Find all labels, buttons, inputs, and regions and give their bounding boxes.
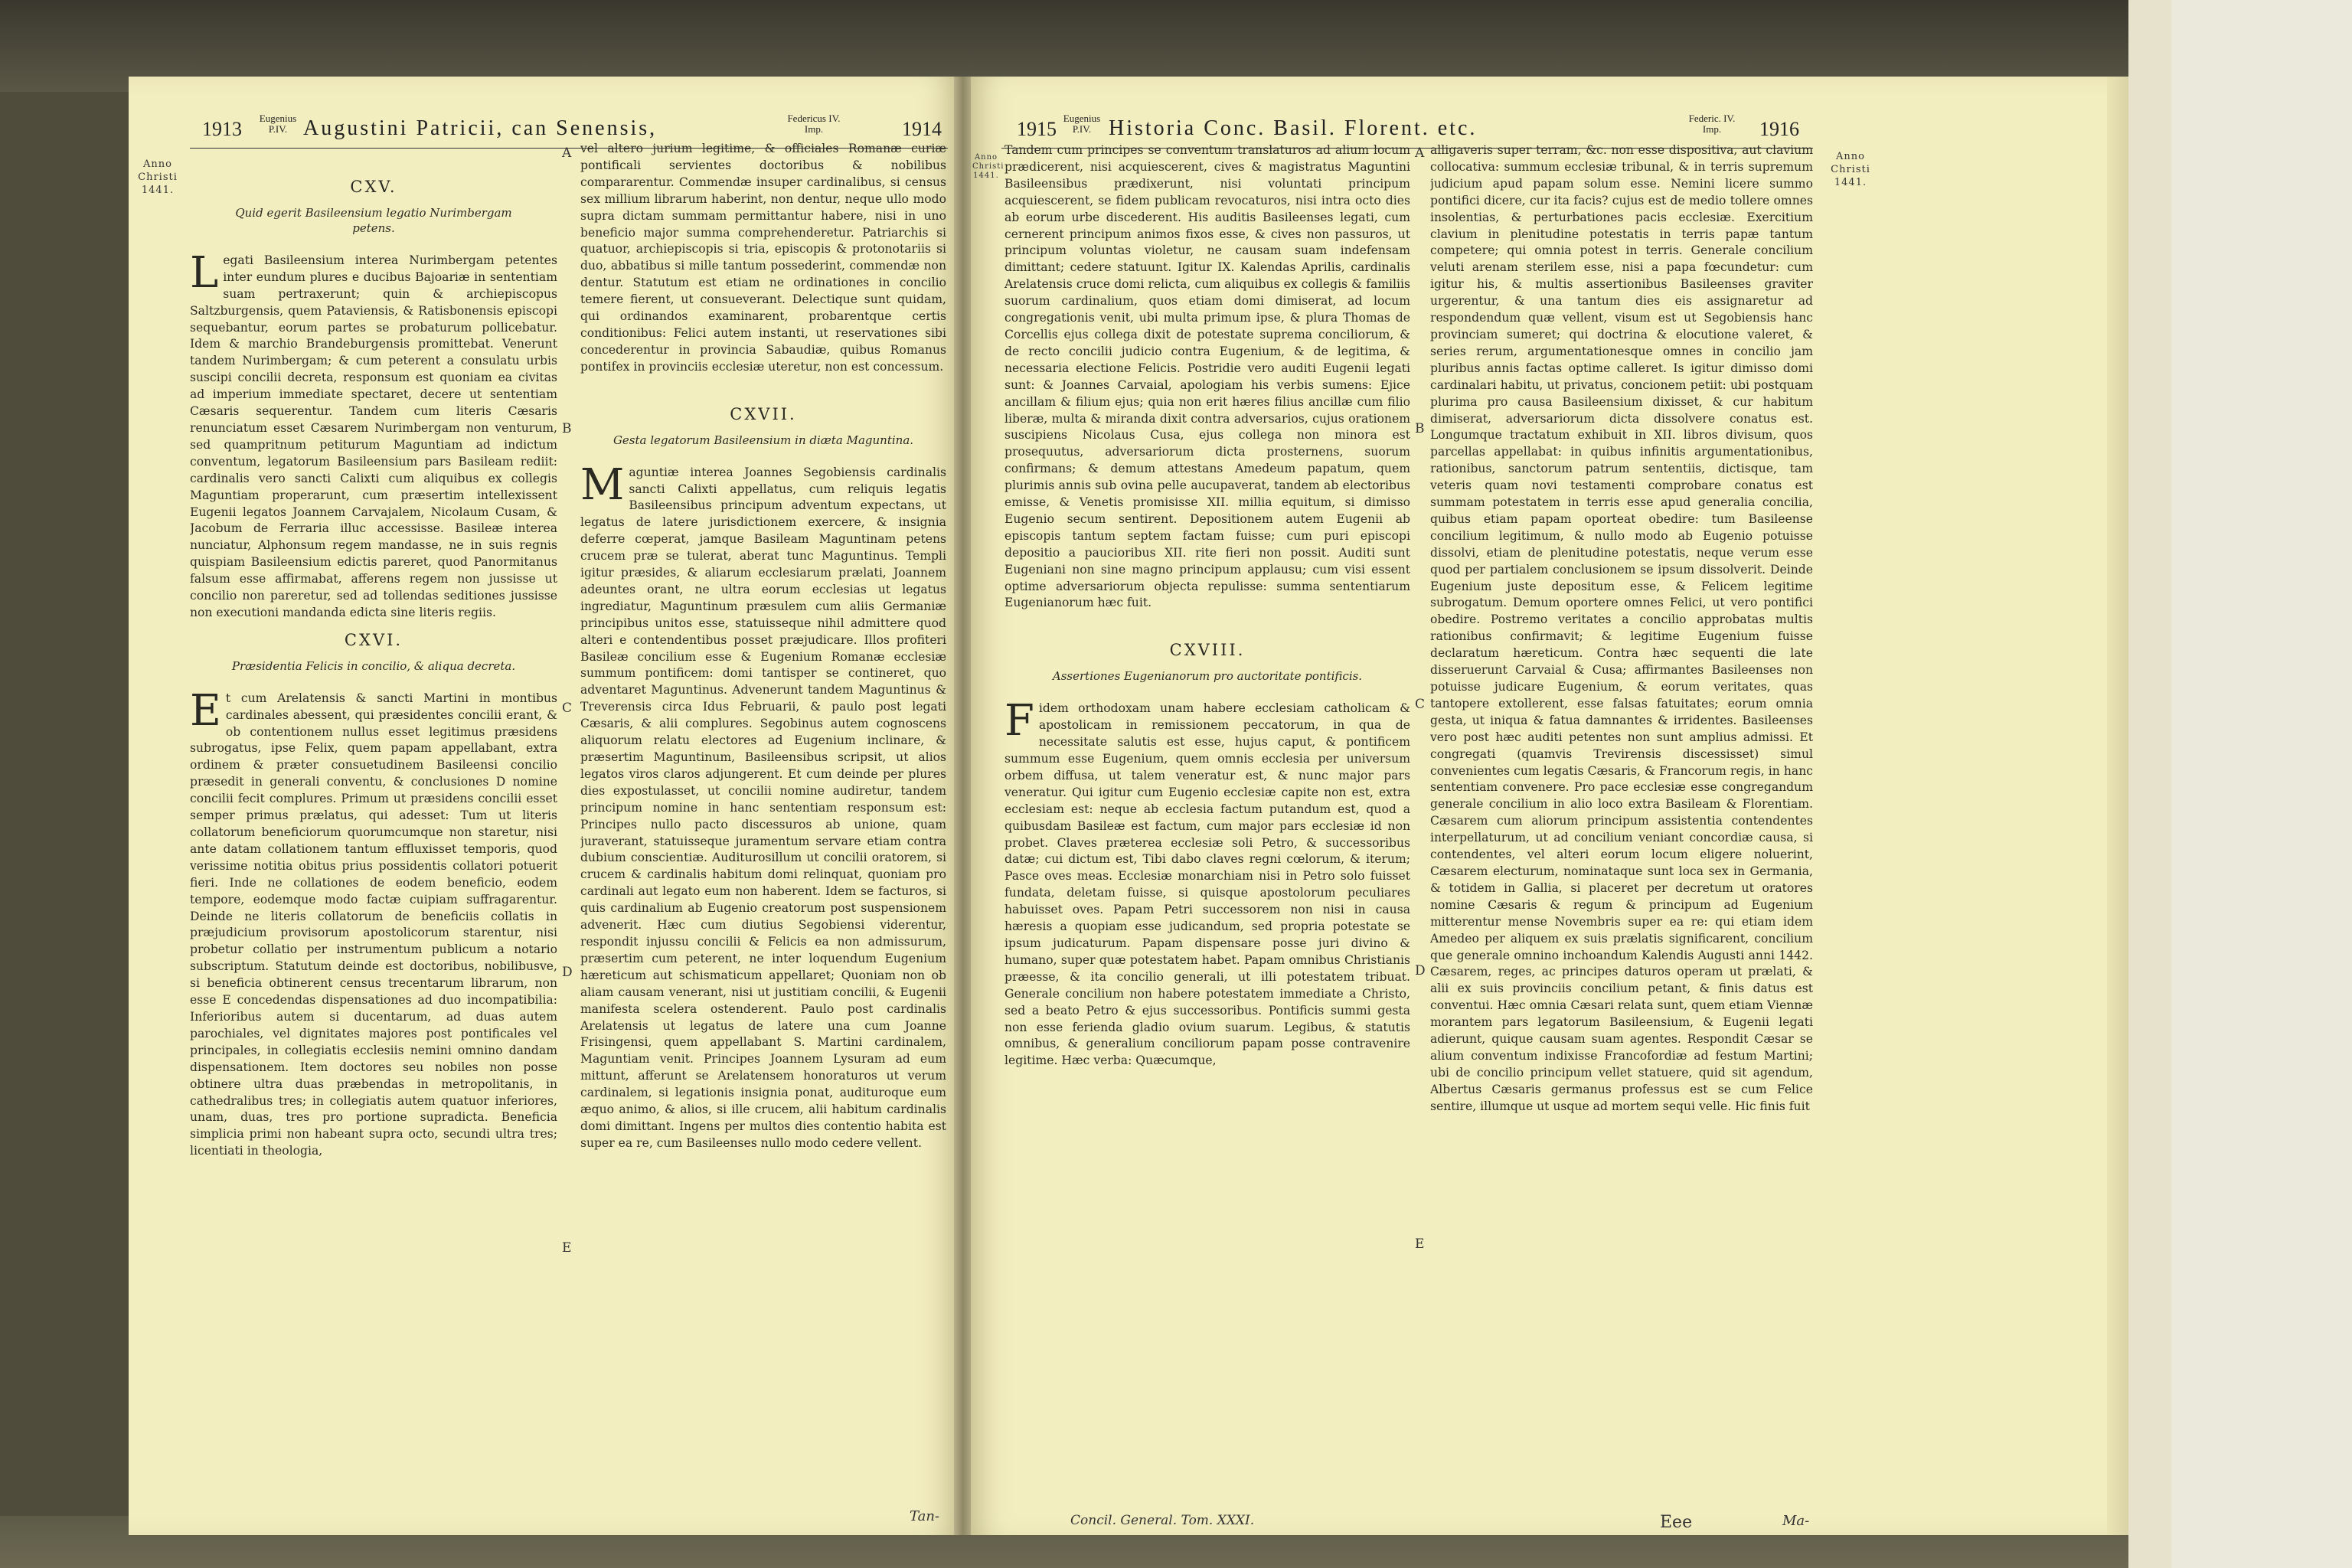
section-letter: B: [562, 421, 572, 436]
running-head-right: [971, 113, 2128, 144]
margin-year: Anno Christi 1441.: [1831, 151, 1870, 188]
margin-year: Anno Christi 1441.: [138, 158, 178, 196]
margin-year: Anno Christi 1441.: [972, 153, 1004, 180]
page-edge: [2107, 77, 2128, 1535]
left-page: [129, 77, 957, 1535]
catchword: Ma-: [1782, 1513, 1810, 1529]
chapter-summary: Quid egerit Basileensium legatio Nurimbergam petens.: [235, 205, 512, 235]
section-letter: B: [1415, 421, 1425, 436]
running-title: Historia Conc. Basil. Florent. etc.: [1109, 116, 1478, 140]
chapter-heading: CXVII.: [730, 404, 797, 423]
emperor-tag: Federicus IV. Imp.: [787, 113, 841, 135]
section-letter: D: [562, 965, 573, 980]
paragraph: Maguntiæ interea Joannes Segobiensis cardinalis sancti Calixti appellatus, cum reliquis legatis Basileensibus principum adventum expectans, ut legatus de latere jurisdictionem exercere, & insignia deferre cœperat, jamque Basileam Maguntinam petens crucem præ se tulerat, aberat tunc Maguntinus. Templi igitur præsides, & aliarum ecclesiarum prælati, Joannem adeuntes orant, ne ultra eorum ecclesias ut legatus ingrediatur, Maguntinum præsulem cum aliis Germaniæ principibus unitos esse, statuisseque nihil admittere quod alteri e contendentibus posset præjudicare. Illos profiteri Basileæ concilium esse & Eugenium Romanæ ecclesiæ summum pontificem: domi tantisper se contineret, quo adventaret Maguntinus. Advenerunt tandem Maguntinus & Treverensis circa Idus Februarii, & paulo post legati Cæsaris, & alii complures. Segobinus autem cognoscens aliquorum relatu electores ad Eugenium inclinare, & præsertim Maguntinum, Basileensibus scripsit, ut alios legatos viros claros adjungerent. Et cum deinde per plures dies expostulasset, ut concilii nomine audiretur, tandem principum nomine in hanc sententiam responsum est: Principes nullo pacto discessuros ab unione, quam juraverant, statuisseque juramentum servare etiam contra dubium conscientiæ. Auditurosillum ut concilii oratorem, si crucem & cardinalis habitum domi relinquat, quoniam pro cardinali aut legato eum non haberent. Idem se facturos, si quis cardinalium ab Eugenio creatorum post suspensionem advenerit. Hæc cum diutius Segobiensi viderentur, respondit injussu concilii & Felicis ea non admissurum, præsertim cum peterent, ne inter loquendum Eugenium hæreticum aut schismaticum appellaret; Quoniam non ob aliam causam venerant, nisi ut justitiam concilii, & Eugenii manifesta scelera ostenderent. Paulo post cardinalis Arelatensis ut legatus de latere una cum Joanne Frisingensi, quem appellabant S. Martini cardinalem, Maguntiam venit. Principes Joannem Lysuram ad eum mittunt, afferunt se Arelatensem honoraturos ut verum cardinalem, si legationis insignia ponat, audituroque eum æquo animo, & alios, si ille crucem, alii habitum cardinalis domi dimittant. Ingens per multos dies contentio habita est super ea re, cum Basileenses nullo modo cedere vellent.: [580, 459, 946, 1150]
chapter-heading: CXVIII.: [1169, 641, 1246, 660]
page-number: 1914: [902, 118, 942, 140]
chapter-summary: Assertiones Eugenianorum pro auctoritate pontificis.: [1052, 669, 1363, 684]
section-letter: D: [1415, 963, 1426, 978]
page-stack-strip: [2128, 0, 2171, 1568]
right-page: [971, 77, 2128, 1535]
pope-tag: Eugenius P.IV.: [259, 113, 297, 135]
column-2: [1430, 142, 1813, 1513]
signature-footer: Concil. General. Tom. XXXI.: [1070, 1513, 1255, 1528]
section-letter: C: [562, 701, 573, 716]
section-letter: E: [562, 1240, 572, 1256]
running-head-left: [129, 113, 957, 144]
page-number: 1915: [1017, 118, 1057, 140]
chapter-summary: Præsidentia Felicis in concilio, & aliqua decreta.: [231, 658, 516, 673]
chapter-heading: CXV.: [350, 178, 397, 196]
drop-cap: M: [580, 459, 625, 510]
page-number: 1913: [202, 118, 242, 140]
pope-tag: Eugenius P.IV.: [1063, 113, 1101, 135]
paragraph: Legati Basileensium interea Nurimbergam petentes inter eundum plures e ducibus Bajoariæ in sententiam suam pertraxerunt; quin & archiepiscopus Saltzburgensis, quem Pataviensis, & Ratisbonensis episcopi sequebantur, eorum partes se probaturum pollicebatur. Idem & marchio Brandeburgensis promittebat. Venerunt tandem Nurimbergam; & cum peterent a consulatu urbis suscipi concilii decreta, responsum est quoniam ea civitas ad imperium immediate spectaret, decere ut sententiam Cæsaris sequerentur. Tandem cum literis Cæsaris renunciatum esset Cæsarem Nurimbergam non venturum, sed quampritnum petiturum Maguntiam ad indictum conventum, legatorum Basileensium pars Basileam rediit: cardinalis vero sancti Calixti cum aliquibus ex collegis Maguntiam properarunt, cum præsertim intellexissent Eugenii legatos Joannem Carvajalem, Nicolaum Cusam, & Jacobum de Ferraria illuc accessisse. Basileæ interea nunciatur, Alphonsum regem mandasse, ne in suis regnis quispiam Basileensium edictis pareret, quod Panormitanus falsum esse affirmabat, afferens regem non jussisse ut concilio non pareretur, sed ad tollendas seditiones jussisse non executioni mandanda edicta sine literis regiis.: [190, 247, 557, 619]
signature-mark: Eee: [1660, 1513, 1693, 1532]
section-letter: A: [562, 145, 572, 161]
next-page-edge: [2171, 0, 2352, 1568]
emperor-tag: Federic. IV. Imp.: [1688, 113, 1736, 135]
drop-cap: L: [190, 247, 219, 298]
section-letter: E: [1415, 1236, 1425, 1252]
page-number: 1916: [1759, 118, 1799, 140]
column-1: [190, 168, 557, 1531]
chapter-summary: Gesta legatorum Basileensium in diæta Maguntina.: [612, 433, 914, 447]
section-letter: C: [1415, 697, 1426, 712]
paragraph: Fidem orthodoxam unam habere ecclesiam catholicam & apostolicam in remissionem peccatorum, in qua de necessitate salutis est esse, hujus caput, & pontificem summum esse Eugenium, quem omnis ecclesia per universum orbem diffusa, ut talem veneratur est, & nunc major pars veneratur. Qui igitur cum Eugenio ecclesiæ capite non est, extra ecclesiam est: neque ab ecclesia factum putandum est, quod a quibusdam Basileæ est factum, cum major pars ecclesiæ id non probet. Claves præterea ecclesiæ soli Petro, & successoribus datæ; cui dictum est, Tibi dabo claves regni cœlorum, & iterum; Pasce oves meas. Ecclesiæ monarchiam nisi in Petro solo fuisset fundata, deletam fuisse, si quisque apostolorum peculiares habuisset oves. Papam Petri successorem non nisi in causa hæresis a quopiam esse judicandum, sed propria potestate se ipsum judicaturum. Papam dispensare posse juri divino & humano, super quæ potestatem habet. Papam omnibus Christianis præesse, & ita concilio generali, ut illi potestatem tribuat. Generale concilium non habere potestatem immediate a Christo, sed a beato Petro & ejus successoribus. Pontificis summi gesta non esse ferienda gladio ovium suarum. Legibus, & statutis omnibus, & generalium conciliorum papam posse contravenire legitime. Hæc verba: Quæcumque,: [1004, 696, 1410, 1068]
paragraph: alligaveris super terram, &c. non esse dispositiva, aut clavium collocativa: summum ecclesiæ tribunal, & in terris supremum judicium apud papam solum esse. Nemini licere summo pontifici dicere, cur ita facis? cujus est de medio tollere omnes insolentias, & perturbationes pacis ecclesiæ. Exercitium clavium in plenitudine potestatis in terris papæ tantum competere; qui omnia potest in terris. Generale concilium veluti arenam sterilem esse, nisi a papa fœcundetur: cum igitur his, & multis assertionibus Basileenses graviter urgerentur, & una tantum dies eis assignaretur ad respondendum quæ vellent, visum est ut Segobiensis hanc provinciam sumeret; qui doctrina & elocutione valeret, & series rerum, argumentationesque omnes in concilio jam pluribus annis factas optime calleret. Is igitur dimisso domi cardinalari habitu, ut privatus, concionem petiit: ubi postquam plurima pro causa Basileensium dixisset, & cur habitum dimiserat, adversariorum dicta dissolvere conatus est. Longumque tractatum exhibuit in XII. libros divisum, quos parcellas appellabat: in quibus infinitis argumentationibus, rationibus, sanctorum patrum sententiis, dictisque, tam veteris quam novi testamenti comprobare conatus est summam potestatem in terris esse apud generalia concilia, quibus etiam papam oporteat obedire: tum Basileense concilium legitimum, & nullo modo ab Eugenio potuisse dissolvi, etiam de plenitudine potestatis, neque verum esse quod per partialem conclusionem se ipsum dissolverit. Deinde Eugenium juste depositum esse, & Felicem legitime subrogatum. Demum oportere omnes Felici, ut vero pontifici obedire. Postremo veritates a concilio approbatas multis rationibus confirmavit; & legitime Eugenium fuisse declaratum hæreticum. Contra hæc sequenti die late disseruerunt Carvaial & Cusa; affirmantes Basileenses non potuisse judicare Eugenium, & eorum veritates, quas tantopere extollerent, esse falsas fatuitates; eorum omnia gesta, ut iniqua & fatua damnantes & irridentes. Basileenses vero post hæc auditi petentes non sunt amplius admissi. Et congregati (quamvis Trevirensis discessisset) simul convenientes cum legatis Cæsaris, & Francorum regis, in hanc sententiam convenere. Pro pace ecclesiæ esse congregandum generale concilium in alio loco extra Basileam & Florentiam. Cæsarem cum aliorum principum assistentia contendentes interpellaturum, ut ad concilium veniant concordiæ causa, si contendentes, vel alteri eorum locum eligere noluerint, Cæsarem electurum, nominataque sunt loca sex in Germania, & totidem in Gallia, si placeret per decretum ut oratores nomine Cæsaris & regum & principum ad Eugenium mitterentur mense Novembris super ea re: qui etiam idem Amedeo per aliquem ex suis prælatis significarent, concilium que generale omnino inchoandum Kalendis Augusti anni 1442. Cæsarem, reges, ac principes daturos operam ut prælati, & alii ex suis provinciis concilium petant, & finis datus est conventui. Hæc omnia Cæsari relata sunt, quem etiam Viennæ morantem pars legatorum Basileensium, & Eugenii legati adierunt, quique causam suam agentes. Respondit Cæsar se alium conventum indixisse Francofordiæ ad festum Martini; ubi de concilio principum vellet statuere, quid sit agendum, Albertus Cæsaris germanus professus est se cum Felice sentire, illumque ut usque ad mortem sequi velle. Hic finis fuit: [1430, 143, 1813, 1113]
column-1: [1004, 142, 1410, 1521]
chapter-heading: CXVI.: [344, 630, 403, 649]
paragraph: Et cum Arelatensis & sancti Martini in montibus cardinales abessent, qui præsidentes concilii erant, & ob contentionem nullus esset legitimus præsidens subrogatus, ipse Felix, quem papam appellabant, extra ordinem & præter consuetudinem Basileensi concilio præsedit in generali conventu, & conclusiones D nomine concilii fecit complures. Primum ut præsidens concilii esset semper primus prælatus, qui adesset: Tum ut literis collatorum beneficiorum quorumcumque non staretur, nisi ante datam collationem tantum effluxisset temporis, quod verissime notitia obitus prius possidentis collatori potuerit fieri. Inde ne collationes de eodem beneficio, eodem tempore, eodemque modo factæ cuipiam suffragarentur. Deinde ne literis collatorum de beneficiis collatis in præjudicium provisorum apostolicorum starentur, nisi probetur collatio per instrumentum publicum a notario subscriptum. Statutum deinde est doctoribus, nobilibusve, si beneficia obtinerent census trecentarum librarum, non esse E concedendas dispensationes ad duo incompatibilia: Inferioribus autem si ducentarum, ad duas autem parochiales, vel dignitates majores post pontificales vel principales, in collegiatis ecclesiis nemini omnino dandam dispensationem. Item doctores seu nobiles non posse obtinere ultra duas præbendas in metropolitanis, in cathedralibus tres; in collegiatis autem quatuor inferiores, unam, duas, tres pro portione supradicta. Beneficia simplicia primi non habeant supra octo, secundi ultra tres; licentiati in theologia,: [190, 685, 557, 1158]
paragraph: Tandem cum principes se conventum translaturos ad alium locum prædicerent, nisi acquiescerent, cives & magistratus Maguntini Basileensibus prædixerunt, nisi voluntati principum acquiescerent, se fidem publicam revocaturos, nisi intra octo dies ab eorum urbe discederent. His auditis Basileenses legati, cum cernerent principum animos fixos esse, & cives non passuros, ut principum voluntas violetur, ne causam suam indefensam dimittant; cedere statuunt. Igitur IX. Kalendas Aprilis, cardinalis Arelatensis cruce domi relicta, cum aliquibus ex collegis & familiis suorum cardinalium, quos etiam domi dimiserat, ad locum congregationis venit, ubi multa primum ipse, & plura Thomas de Corcellis ejus collega dixit de potestate suprema conciliorum, & de recto concilii judicio contra Eugenium, & de legitima, & necessaria electione Felicis. Postridie vero auditi Eugenii legati sunt: & Joannes Carvaial, apologiam his verbis sumens: Ejice ancillam & filium ejus; quia non erit hæres filius ancillæ cum filio liberæ, multa & miranda dixit contra adversarios, cujus orationem suscipiens Nicolaus Cusa, ejus collega non minora est prosequutus, adversariorum dicta prosternens, suorum confirmans; & demum attestans Amedeum papatum, quem plurimis annis sub ovina pelle aucupaverat, tandem ab electoribus emisse, & Venetis promisisse XII. millia equitum, si dimisso Eugenio secum sentirent. Depositionem autem Eugenii ab episcopis tantum septem factam fuisse; cum puri episcopi depositio a paucioribus XII. rite fieri non possit. Auditi sunt Eugeniani non sine magno principum applausu; cum visi essent optime adversariorum objecta repulisse: summa sententiarum Eugenianorum hæc fuit.: [1004, 143, 1410, 610]
drop-cap: E: [190, 685, 221, 736]
paragraph: vel altero jurium legitime, & officiales Romanæ curiæ pontificali servientes doctoribus & nobilibus compararentur. Commendæ insuper cardinalibus, si census sex millium librarum haberint, non dentur, neque ullo modo supra dictam summam permittantur habere, nisi in uno beneficio major summa comprehenderetur. Patriarchis si quatuor, archiepiscopis si tria, episcopis & protonotariis si duo, abbatibus si mille tantum possederint, commendæ non dentur. Statutum est etiam ne ordinationes in concilio temere fierent, ut consueverant. Delectique sunt quidam, qui ordinandos examinarent, probarentque certis conditionibus: Felici autem instanti, ut reservationes sibi concederentur in provincia Sabaudiæ, quibus Romanus pontifex in provinciis ecclesiæ uteretur, non est concessum.: [580, 142, 946, 374]
column-2: [580, 141, 946, 1534]
running-title: Augustini Patricii, can Senensis,: [303, 116, 658, 140]
catchword: Tan-: [910, 1508, 940, 1524]
drop-cap: F: [1004, 696, 1034, 746]
section-letter: A: [1415, 145, 1425, 161]
